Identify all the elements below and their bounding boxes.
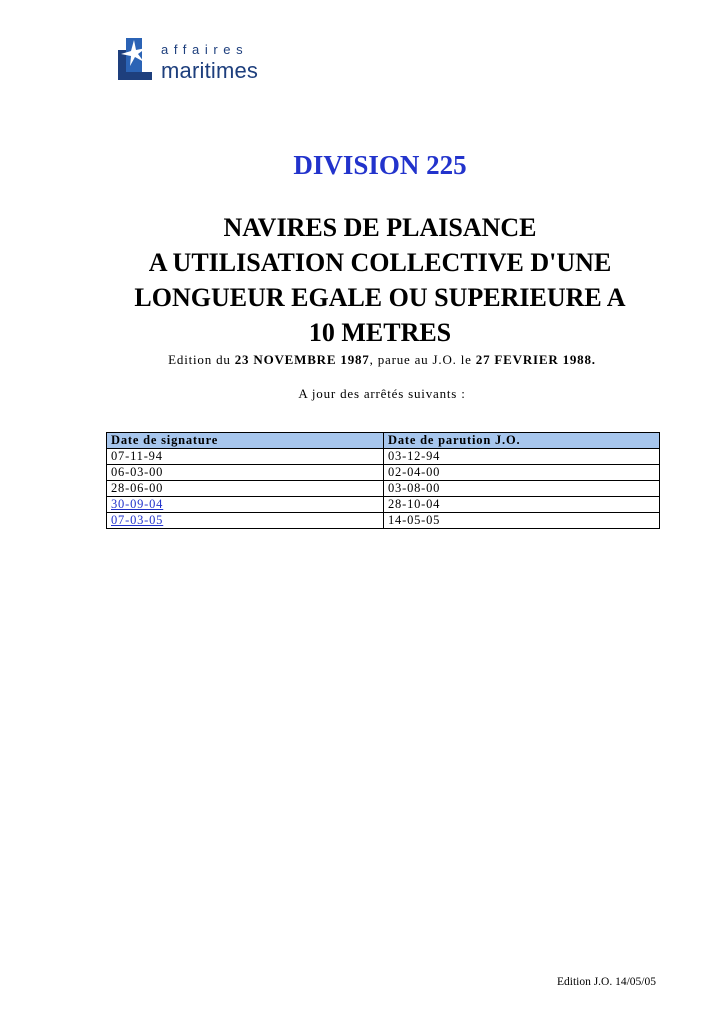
title-line: 10 METRES xyxy=(308,318,452,347)
division-title: DIVISION 225 xyxy=(293,150,467,180)
edition-middle: , parue au J.O. le xyxy=(369,352,476,367)
document-title xyxy=(80,210,680,350)
parution-cell: 14-05-05 xyxy=(384,513,660,529)
arretes-table xyxy=(106,432,660,529)
signature-link[interactable]: 30-09-04 xyxy=(111,497,164,511)
parution-cell: 03-12-94 xyxy=(384,449,660,465)
table-row xyxy=(107,497,660,513)
anchor-star-logo-icon xyxy=(112,32,158,86)
signature-cell xyxy=(107,481,384,497)
ajour-text: A jour des arrêtés suivants : xyxy=(298,386,466,401)
parution-cell: 03-08-00 xyxy=(384,481,660,497)
table-row xyxy=(107,481,660,497)
footer-edition: Edition J.O. 14/05/05 xyxy=(556,976,656,988)
header-parution: Date de parution J.O. xyxy=(384,433,660,449)
signature-cell xyxy=(107,513,384,529)
table-row xyxy=(107,449,660,465)
logo-maritimes-text: maritimes xyxy=(161,58,259,83)
signature-cell xyxy=(107,465,384,481)
parution-cell: 02-04-00 xyxy=(384,465,660,481)
signature-cell xyxy=(107,449,384,465)
edition-prefix: Edition du xyxy=(168,352,235,367)
table-row xyxy=(107,465,660,481)
title-line: A UTILISATION COLLECTIVE D'UNE xyxy=(148,248,612,277)
signature-link[interactable]: 07-03-05 xyxy=(111,513,164,527)
jo-date: 27 FEVRIER 1988. xyxy=(475,352,596,367)
logo-affaires-text: affaires xyxy=(161,42,249,57)
header-signature: Date de signature xyxy=(107,433,384,449)
affaires-maritimes-logo xyxy=(112,32,282,88)
signature-date: 28-06-00 xyxy=(111,481,164,495)
table-row xyxy=(107,513,660,529)
edition-line xyxy=(0,352,724,368)
title-line: LONGUEUR EGALE OU SUPERIEURE A xyxy=(134,283,626,312)
title-line: NAVIRES DE PLAISANCE xyxy=(223,213,537,242)
table-header-row xyxy=(107,433,660,449)
parution-cell: 28-10-04 xyxy=(384,497,660,513)
edition-date: 23 NOVEMBRE 1987 xyxy=(234,352,370,367)
signature-date: 06-03-00 xyxy=(111,465,164,479)
signature-date: 07-11-94 xyxy=(111,449,163,463)
signature-cell xyxy=(107,497,384,513)
